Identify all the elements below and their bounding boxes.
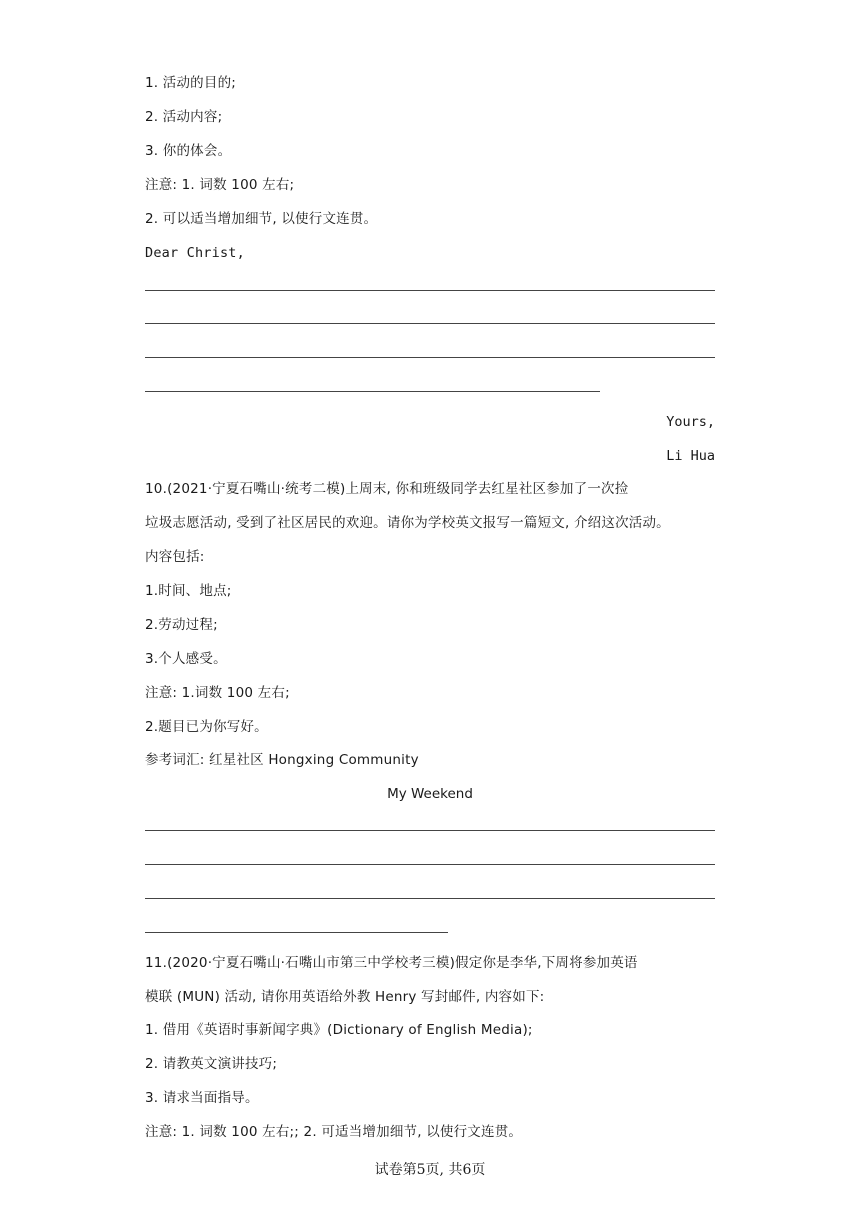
answer-line	[145, 323, 715, 324]
q10-note-1: 注意: 1.词数 100 左右;	[145, 685, 290, 701]
q10-essay-title: My Weekend	[387, 786, 473, 802]
q11-note: 注意: 1. 词数 100 左右;; 2. 可适当增加细节, 以使行文连贯。	[145, 1124, 523, 1140]
q9-signature: Li Hua	[666, 448, 715, 464]
q9-item-2: 2. 活动内容;	[145, 109, 223, 125]
q10-item-3: 3.个人感受。	[145, 651, 227, 667]
q10-item-2: 2.劳动过程;	[145, 617, 218, 633]
q9-item-1: 1. 活动的目的;	[145, 75, 237, 91]
q10-item-1: 1.时间、地点;	[145, 583, 232, 599]
answer-line	[145, 898, 715, 899]
answer-line	[145, 290, 715, 291]
q11-item-3: 3. 请求当面指导。	[145, 1090, 259, 1106]
answer-line	[145, 864, 715, 865]
page-footer: 试卷第5页, 共6页	[374, 1162, 486, 1178]
q9-item-3: 3. 你的体会。	[145, 143, 232, 159]
answer-line	[145, 932, 448, 933]
q11-stem-line-2: 模联 (MUN) 活动, 请你用英语给外教 Henry 写封邮件, 内容如下:	[145, 989, 545, 1005]
answer-line	[145, 357, 715, 358]
q9-closing: Yours,	[666, 414, 715, 430]
q9-salutation: Dear Christ,	[145, 245, 245, 261]
q11-stem-line-1: 11.(2020·宁夏石嘴山·石嘴山市第三中学校考三模)假定你是李华,下周将参加英语	[145, 955, 638, 971]
q11-item-2: 2. 请教英文演讲技巧;	[145, 1056, 278, 1072]
answer-line	[145, 830, 715, 831]
q9-note-2: 2. 可以适当增加细节, 以使行文连贯。	[145, 211, 378, 227]
q10-intro: 内容包括:	[145, 549, 205, 565]
q9-note-1: 注意: 1. 词数 100 左右;	[145, 177, 295, 193]
answer-line	[145, 391, 600, 392]
q10-note-2: 2.题目已为你写好。	[145, 719, 268, 735]
q10-stem-line-1: 10.(2021·宁夏石嘴山·统考二模)上周末, 你和班级同学去红星社区参加了一次捡	[145, 481, 629, 497]
q11-item-1: 1. 借用《英语时事新闻字典》(Dictionary of English Media);	[145, 1022, 533, 1038]
q10-vocab: 参考词汇: 红星社区 Hongxing Community	[145, 752, 419, 768]
q10-stem-line-2: 垃圾志愿活动, 受到了社区居民的欢迎。请你为学校英文报写一篇短文, 介绍这次活动。	[145, 515, 670, 531]
